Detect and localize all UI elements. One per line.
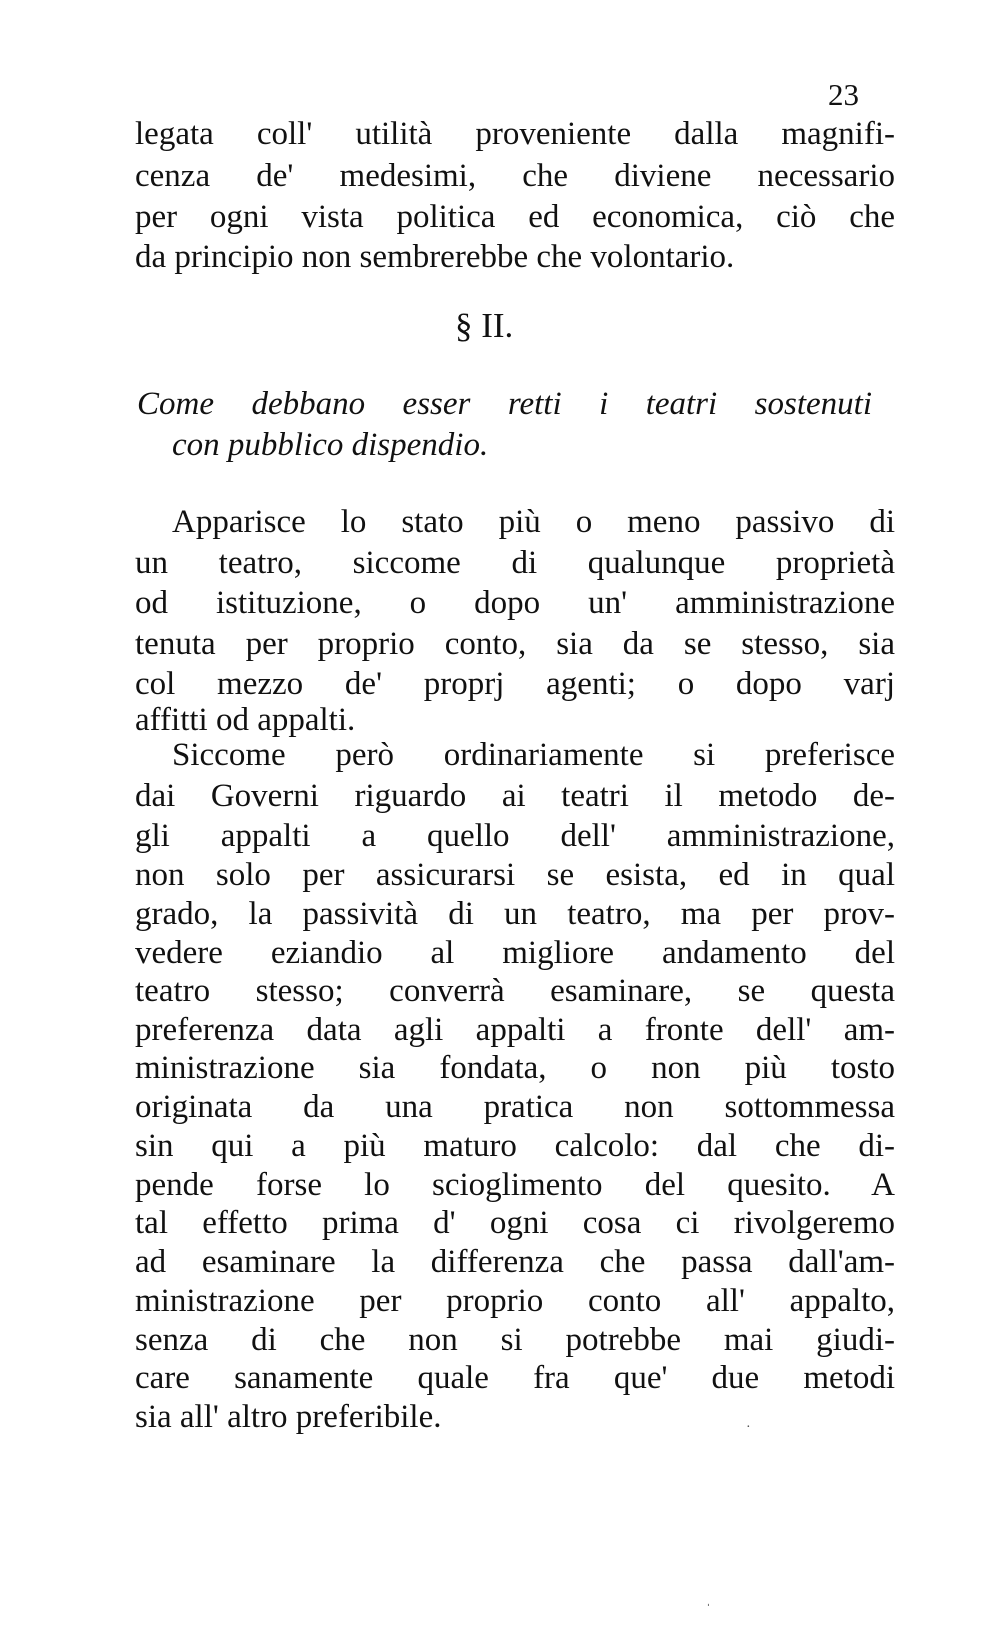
text-line: Apparisce lo stato più o meno passivo di xyxy=(172,504,895,540)
text-line: un teatro, siccome di qualunque proprietà xyxy=(135,545,895,581)
text-line: da principio non sembrerebbe che volontario. xyxy=(135,239,735,275)
text-line: preferenza data agli appalti a fronte dell' am- xyxy=(135,1012,895,1048)
text-line: affitti od appalti. xyxy=(135,702,356,738)
text-line: tal effetto prima d' ogni cosa ci rivolgeremo xyxy=(135,1205,895,1241)
text-line: senza di che non si potrebbe mai giudi- xyxy=(135,1322,895,1358)
text-line: grado, la passività di un teatro, ma per prov- xyxy=(135,896,895,932)
text-line: care sanamente quale fra que' due metodi xyxy=(135,1360,895,1396)
text-line: ministrazione sia fondata, o non più tosto xyxy=(135,1050,895,1086)
text-line: Siccome però ordinariamente si preferisce xyxy=(172,737,895,773)
text-line: ministrazione per proprio conto all' appalto, xyxy=(135,1283,895,1319)
text-line: tenuta per proprio conto, sia da se stesso, sia xyxy=(135,626,895,662)
section-heading: § II. xyxy=(455,306,514,345)
text-line: per ogni vista politica ed economica, ciò che xyxy=(135,199,895,235)
text-line: pende forse lo scioglimento del quesito. A xyxy=(135,1167,895,1203)
text-line: od istituzione, o dopo un' amministrazione xyxy=(135,585,895,621)
text-line: sia all' altro preferibile. xyxy=(135,1399,442,1435)
text-line: ad esaminare la differenza che passa dall'am- xyxy=(135,1244,895,1280)
text-line: vedere eziandio al migliore andamento del xyxy=(135,935,895,971)
subtitle-line: con pubblico dispendio. xyxy=(172,427,489,463)
text-line: col mezzo de' proprj agenti; o dopo varj xyxy=(135,666,895,702)
text-line: dai Governi riguardo ai teatri il metodo de- xyxy=(135,778,895,814)
text-line: teatro stesso; converrà esaminare, se questa xyxy=(135,973,895,1009)
page-number: 23 xyxy=(828,77,859,112)
text-line: sin qui a più maturo calcolo: dal che di- xyxy=(135,1128,895,1164)
text-line: cenza de' medesimi, che diviene necessario xyxy=(135,158,895,194)
text-line: legata coll' utilità proveniente dalla magnifi- xyxy=(135,116,895,152)
text-line: non solo per assicurarsi se esista, ed in qual xyxy=(135,857,895,893)
scan-speck: ˌ xyxy=(706,1592,711,1607)
text-line: originata da una pratica non sottommessa xyxy=(135,1089,895,1125)
text-line: gli appalti a quello dell' amministrazione, xyxy=(135,818,895,854)
subtitle-line: Come debbano esser retti i teatri sostenuti xyxy=(137,386,872,422)
scan-speck: · xyxy=(746,1420,751,1435)
